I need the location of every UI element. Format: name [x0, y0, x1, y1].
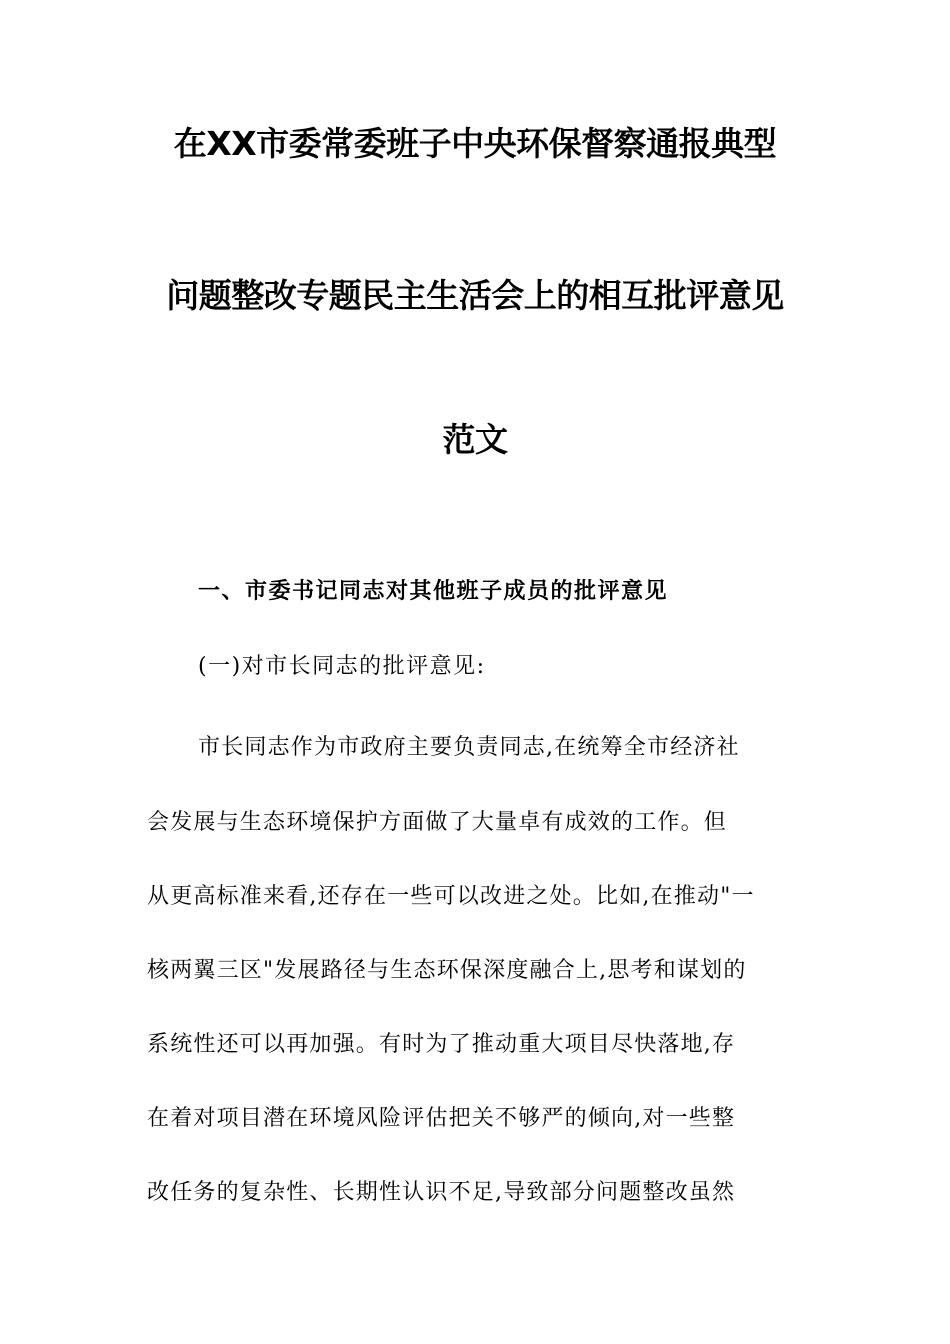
body-text-line: 市长同志作为市政府主要负责同志,在统筹全市经济社	[198, 735, 740, 760]
body-text-line: 从更高标准来看,还存在一些可以改进之处。比如,在推动"一	[147, 884, 755, 909]
body-text-line: 在着对项目潜在环境风险评估把关不够严的倾向,对一些整	[147, 1106, 736, 1131]
document-title-line-2: 问题整改专题民主生活会上的相互批评意见	[166, 276, 784, 315]
body-text-line: 改任务的复杂性、长期性认识不足,导致部分问题整改虽然	[147, 1180, 736, 1205]
document-title-line-3: 范文	[442, 420, 508, 459]
body-text-line: 会发展与生态环境保护方面做了大量卓有成效的工作。但	[147, 810, 728, 835]
body-text-line: 系统性还可以再加强。有时为了推动重大项目尽快落地,存	[147, 1032, 736, 1057]
body-text-line: 核两翼三区"发展路径与生态环保深度融合上,思考和谋划的	[147, 958, 747, 983]
section-heading: 一、市委书记同志对其他班子成员的批评意见	[198, 578, 669, 604]
subsection-heading: (一)对市长同志的批评意见:	[198, 654, 486, 679]
document-title-line-1: 在XX市委常委班子中央环保督察通报典型	[173, 124, 777, 163]
